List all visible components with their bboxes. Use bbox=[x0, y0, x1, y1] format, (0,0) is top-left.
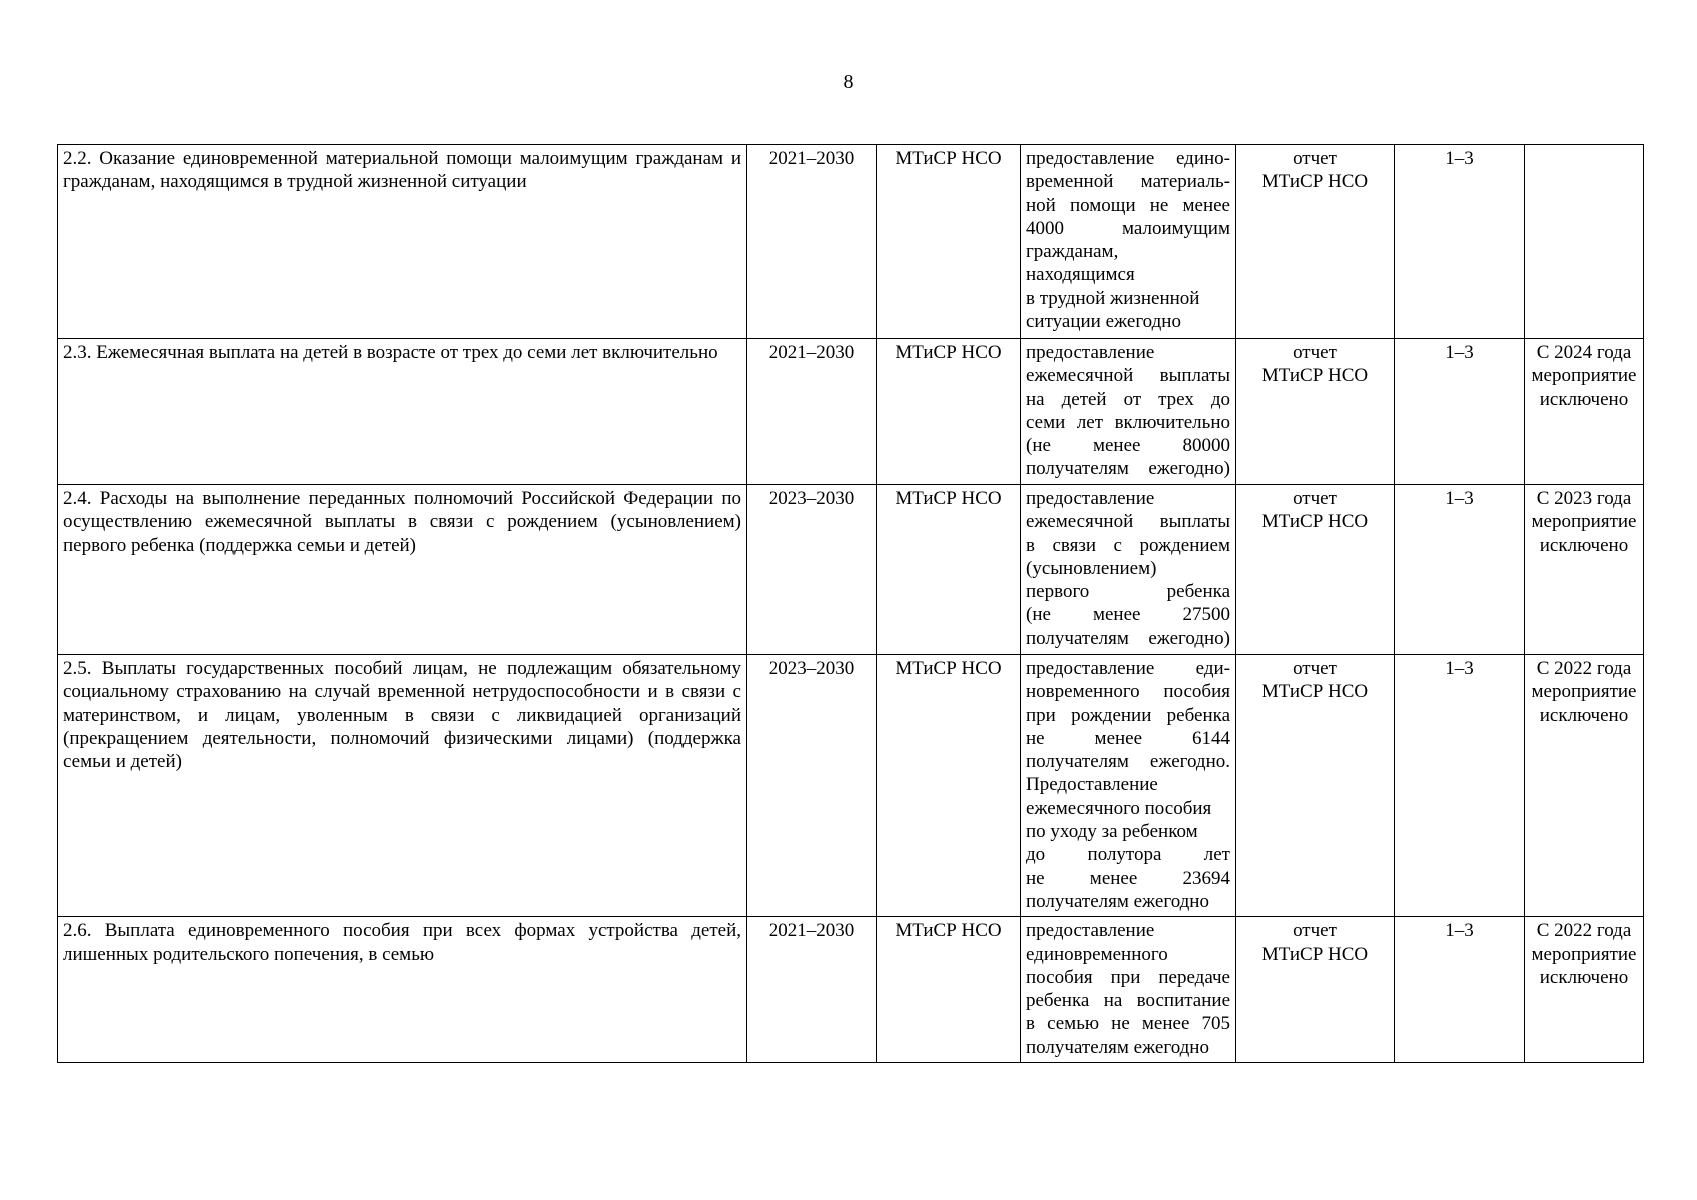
result-line: ежемесячной выплаты bbox=[1026, 365, 1230, 387]
result-line: в связи с рождением bbox=[1026, 534, 1230, 556]
measure-indicators: 1–3 bbox=[1395, 655, 1525, 917]
report-type: отчет bbox=[1293, 920, 1337, 942]
result-line: единовременного bbox=[1026, 943, 1168, 965]
result-line: не менее 6144 bbox=[1026, 727, 1230, 749]
result-line: получателям ежегодно) bbox=[1026, 627, 1230, 649]
result-line: семи лет включительно bbox=[1026, 411, 1230, 433]
measure-result bbox=[1021, 485, 1236, 655]
measure-title: 2.3. Ежемесячная выплата на детей в возрасте от трех до семи лет включительно bbox=[58, 339, 747, 485]
result-line: 4000 малоимущим bbox=[1026, 217, 1230, 239]
note-line: исключено bbox=[1539, 534, 1629, 556]
note-line: мероприятие bbox=[1531, 943, 1637, 965]
measure-report bbox=[1236, 485, 1395, 655]
measure-period: 2023–2030 bbox=[747, 655, 877, 917]
measure-executor: МТиСР НСО bbox=[877, 339, 1021, 485]
result-line: (усыновлением) bbox=[1026, 557, 1157, 579]
report-author: МТиСР НСО bbox=[1261, 365, 1369, 387]
result-line: новременного пособия bbox=[1026, 681, 1230, 703]
result-line: ежемесячной выплаты bbox=[1026, 511, 1230, 533]
report-author: МТиСР НСО bbox=[1261, 681, 1369, 703]
measure-note bbox=[1525, 145, 1644, 339]
result-line: ежемесячного пособия bbox=[1026, 797, 1212, 819]
measure-title: 2.4. Расходы на выполнение переданных полномочий Российской Федерации по осуществлению ежемесячной выплаты в связи с рождением (усыновлением) первого ребенка (поддержка семьи и детей) bbox=[58, 485, 747, 655]
result-line: гражданам, bbox=[1026, 241, 1119, 263]
measure-note bbox=[1525, 339, 1644, 485]
measure-period: 2021–2030 bbox=[747, 145, 877, 339]
measure-result bbox=[1021, 917, 1236, 1063]
measure-executor: МТиСР НСО bbox=[877, 145, 1021, 339]
table-row bbox=[58, 339, 1644, 485]
result-line: предоставление bbox=[1026, 342, 1155, 363]
result-line: получателям ежегодно) bbox=[1026, 458, 1230, 480]
report-type: отчет bbox=[1293, 488, 1337, 509]
report-author: МТиСР НСО bbox=[1261, 943, 1369, 965]
measure-result bbox=[1021, 145, 1236, 339]
note-line: С 2022 года bbox=[1536, 658, 1632, 679]
measure-note bbox=[1525, 917, 1644, 1063]
result-line: (не менее 27500 bbox=[1026, 604, 1230, 626]
result-line: временной материаль- bbox=[1026, 171, 1230, 193]
measure-note bbox=[1525, 485, 1644, 655]
note-line: исключено bbox=[1539, 966, 1629, 988]
result-line: (не менее 80000 bbox=[1026, 435, 1230, 457]
result-line: по уходу за ребенком bbox=[1026, 821, 1198, 843]
measure-indicators: 1–3 bbox=[1395, 339, 1525, 485]
measure-executor: МТиСР НСО bbox=[877, 485, 1021, 655]
measure-title: 2.2. Оказание единовременной материальной помощи малоимущим гражданам и гражданам, находящимся в трудной жизненной ситуации bbox=[58, 145, 747, 339]
table-row bbox=[58, 655, 1644, 917]
note-line: исключено bbox=[1539, 388, 1629, 410]
result-line: получателям ежегодно bbox=[1026, 1036, 1209, 1058]
result-line: получателям ежегодно. bbox=[1026, 751, 1230, 773]
result-line: в семью не менее 705 bbox=[1026, 1013, 1230, 1035]
report-author: МТиСР НСО bbox=[1261, 511, 1369, 533]
result-line: не менее 23694 bbox=[1026, 867, 1230, 889]
note-line: исключено bbox=[1539, 704, 1629, 726]
result-line: получателям ежегодно bbox=[1026, 890, 1209, 912]
result-line: предоставление едино- bbox=[1026, 148, 1230, 169]
note-line: мероприятие bbox=[1531, 365, 1637, 387]
result-line: предоставление еди- bbox=[1026, 658, 1230, 679]
page-number: 8 bbox=[843, 71, 854, 93]
note-line: С 2023 года bbox=[1536, 488, 1632, 509]
measure-title: 2.6. Выплата единовременного пособия при всех формах устройства детей, лишенных родительского попечения, в семью bbox=[58, 917, 747, 1063]
result-line: на детей от трех до bbox=[1026, 388, 1230, 410]
result-line: ситуации ежегодно bbox=[1026, 311, 1181, 333]
result-line: первого ребенка bbox=[1026, 581, 1230, 603]
result-line: пособия при передаче bbox=[1026, 966, 1230, 988]
measure-title: 2.5. Выплаты государственных пособий лицам, не подлежащим обязательному социальному страхованию на случай временной нетрудоспособности и в связи с материнством, и лицам, уволенным в связи с ликвидацией организаций (прекращением деятельности, полномочий физическими лицами) (поддержка семьи и детей) bbox=[58, 655, 747, 917]
measure-report bbox=[1236, 339, 1395, 485]
result-line: ребенка на воспитание bbox=[1026, 990, 1230, 1012]
measure-period: 2023–2030 bbox=[747, 485, 877, 655]
table-row bbox=[58, 145, 1644, 339]
result-line: Предоставление bbox=[1026, 774, 1158, 796]
note-line: мероприятие bbox=[1531, 511, 1637, 533]
measure-executor: МТиСР НСО bbox=[877, 655, 1021, 917]
measure-result bbox=[1021, 339, 1236, 485]
table-row bbox=[58, 917, 1644, 1063]
measure-executor: МТиСР НСО bbox=[877, 917, 1021, 1063]
measure-report bbox=[1236, 145, 1395, 339]
measure-indicators: 1–3 bbox=[1395, 917, 1525, 1063]
report-author: МТиСР НСО bbox=[1261, 171, 1369, 193]
measure-indicators: 1–3 bbox=[1395, 145, 1525, 339]
note-line: мероприятие bbox=[1531, 681, 1637, 703]
report-type: отчет bbox=[1293, 342, 1337, 363]
report-type: отчет bbox=[1293, 658, 1337, 679]
table-row bbox=[58, 485, 1644, 655]
result-line: до полутора лет bbox=[1026, 844, 1230, 866]
result-line: предоставление bbox=[1026, 920, 1155, 942]
result-line: в трудной жизненной bbox=[1026, 287, 1200, 309]
report-type: отчет bbox=[1293, 148, 1337, 169]
result-line: находящимся bbox=[1026, 264, 1135, 286]
measure-period: 2021–2030 bbox=[747, 339, 877, 485]
measure-period: 2021–2030 bbox=[747, 917, 877, 1063]
measure-report bbox=[1236, 917, 1395, 1063]
result-line: ной помощи не менее bbox=[1026, 194, 1230, 216]
measure-indicators: 1–3 bbox=[1395, 485, 1525, 655]
measure-result bbox=[1021, 655, 1236, 917]
measures-table bbox=[57, 144, 1644, 1063]
measure-note bbox=[1525, 655, 1644, 917]
note-line: С 2024 года bbox=[1536, 342, 1632, 363]
measure-report bbox=[1236, 655, 1395, 917]
note-line: С 2022 года bbox=[1536, 920, 1632, 942]
result-line: при рождении ребенка bbox=[1026, 704, 1230, 726]
result-line: предоставление bbox=[1026, 488, 1155, 509]
